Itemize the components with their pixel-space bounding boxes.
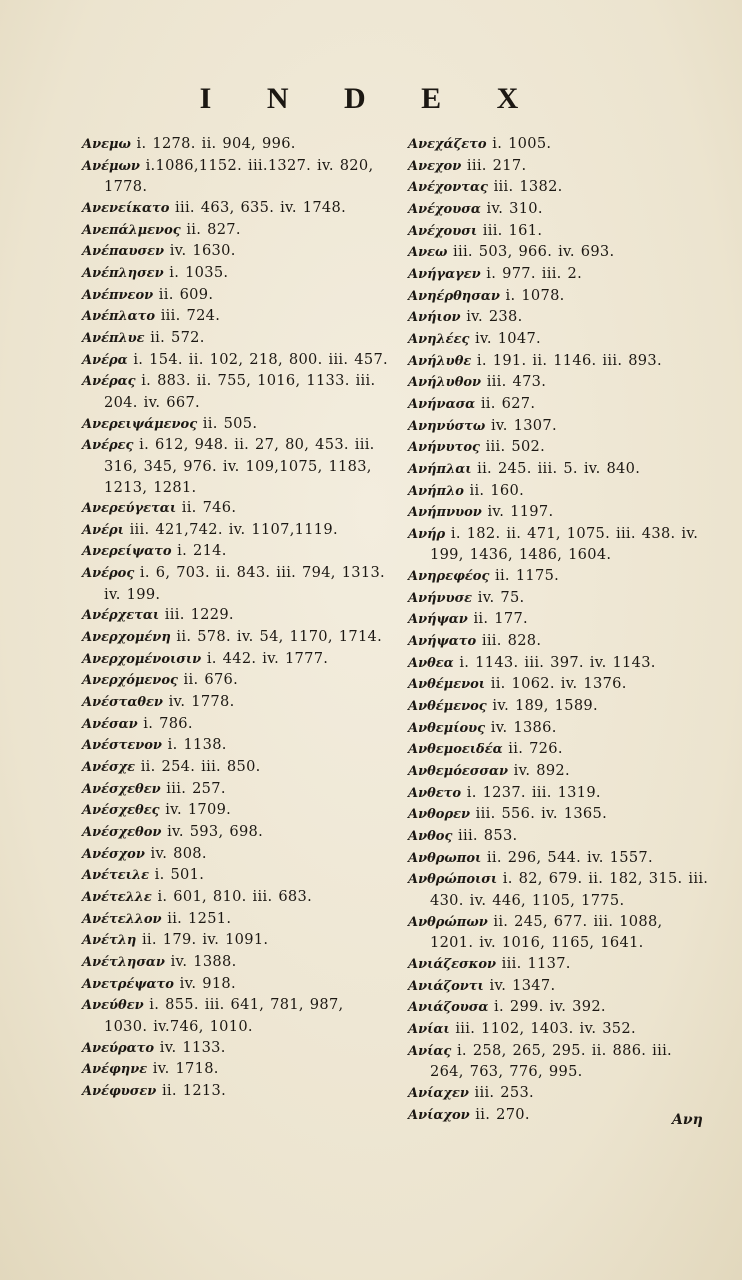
entry-headword: Ανέσχον xyxy=(82,846,145,862)
entry-references: ii. 827. xyxy=(186,220,241,238)
entry-headword: Ανεω xyxy=(408,245,448,261)
entry-headword: Ανήψατο xyxy=(408,634,477,650)
entry-headword: Ανήνυσε xyxy=(408,590,473,606)
entry-headword: Ανηνύστω xyxy=(408,418,486,434)
entry-references: i. 855. iii. 641, 781, 987, 1030. iv.746, 1010. xyxy=(104,996,344,1035)
entry-references: iii. 502. xyxy=(485,438,546,456)
index-entry xyxy=(408,502,710,524)
entry-headword: Ανέτλησαν xyxy=(82,954,165,970)
entry-references: ii. 572. xyxy=(150,328,205,346)
index-entry xyxy=(82,1081,388,1103)
entry-headword: Ανέρος xyxy=(82,566,135,582)
entry-references: iv. 1307. xyxy=(490,416,557,434)
entry-headword: Ανέσταθεν xyxy=(82,695,163,711)
entry-references: iii. 1102, 1403. iv. 352. xyxy=(455,1019,636,1037)
index-entry xyxy=(82,692,388,714)
index-entry xyxy=(408,1041,710,1083)
entry-references: ii. 676. xyxy=(183,671,239,689)
entry-headword: Ανετρέψατο xyxy=(82,976,174,992)
entry-headword: Ανήρ xyxy=(408,526,446,542)
entry-references: ii. 746. xyxy=(181,499,237,517)
entry-headword: Ανέπνεον xyxy=(82,287,154,303)
index-entry xyxy=(82,735,388,757)
entry-references: iv. 1718. xyxy=(152,1060,219,1078)
entry-headword: Ανέρες xyxy=(82,438,134,454)
index-entry xyxy=(82,844,388,866)
entry-headword: Ανιάζουσα xyxy=(408,1000,489,1016)
index-entry xyxy=(82,414,388,436)
index-entry xyxy=(82,285,388,307)
entry-references: iv. 1047. xyxy=(475,329,541,347)
entry-references: iv. 1133. xyxy=(159,1038,226,1056)
entry-references: iv. 1388. xyxy=(170,952,237,970)
entry-headword: Ανήπλαι xyxy=(408,461,472,477)
index-entry xyxy=(82,241,388,263)
index-entry xyxy=(82,1038,388,1060)
entry-references: iv. 1709. xyxy=(165,801,232,819)
entry-headword: Ανερχόμενος xyxy=(82,673,178,689)
entry-references: ii. 245, 677. iii. 1088, 1201. iv. 1016, 1165, 1641. xyxy=(430,912,663,952)
index-entry xyxy=(82,371,388,413)
index-entry xyxy=(408,1019,710,1041)
entry-headword: Ανίας xyxy=(408,1043,452,1059)
entry-headword: Ανήνασα xyxy=(408,396,476,412)
entry-headword: Ανιάζεσκον xyxy=(408,956,497,972)
index-entry xyxy=(408,156,710,178)
entry-headword: Ανερχομένοισιν xyxy=(82,651,202,667)
index-entry xyxy=(408,588,710,610)
entry-headword: Ανέπλατο xyxy=(82,309,156,325)
entry-headword: Ανήγαγεν xyxy=(408,266,481,282)
entry-headword: Ανίαι xyxy=(408,1021,450,1037)
entry-references: ii. 578. iv. 54, 1170, 1714. xyxy=(176,628,383,646)
entry-headword: Ανεύθεν xyxy=(82,998,144,1014)
entry-references: iv. 1197. xyxy=(487,503,554,521)
index-entry xyxy=(82,498,388,520)
entry-references: i. 214. xyxy=(177,542,227,560)
index-entry xyxy=(408,242,710,264)
entry-references: iv. 1347. xyxy=(489,976,556,994)
index-entry xyxy=(82,670,388,692)
index-entry xyxy=(408,264,710,286)
entry-headword: Ανέρας xyxy=(82,374,136,390)
entry-references: iii. 1137. xyxy=(501,954,571,972)
index-entry xyxy=(82,757,388,779)
entry-references: i. 1005. xyxy=(492,135,552,152)
index-entry xyxy=(82,649,388,671)
entry-references: i.1086,1152. iii.1327. iv. 820, 1778. xyxy=(104,156,374,196)
entry-headword: Ανέπαυσεν xyxy=(82,244,165,260)
entry-headword: Ανέσχε xyxy=(82,760,136,776)
entry-references: ii. 505. xyxy=(202,414,258,432)
index-entry xyxy=(408,954,710,976)
entry-headword: Ανέχουσι xyxy=(408,223,478,239)
entry-headword: Ανέτελλε xyxy=(82,889,152,905)
entry-references: i. 442. iv. 1777. xyxy=(206,649,329,667)
entry-headword: Ανέρι xyxy=(82,522,124,538)
entry-headword: Ανενείκατο xyxy=(82,200,170,216)
entry-references: ii. 627. xyxy=(480,394,536,412)
entry-references: i. 883. ii. 755, 1016, 1133. iii. 204. iv. 667. xyxy=(104,372,376,411)
entry-references: i. 1078. xyxy=(505,286,565,304)
index-entry xyxy=(408,459,710,481)
entry-references: ii. 254. iii. 850. xyxy=(140,758,261,776)
index-entry xyxy=(82,714,388,736)
entry-headword: Ανηλέες xyxy=(408,331,470,347)
entry-references: ii. 160. xyxy=(469,481,525,499)
index-entry xyxy=(408,481,710,503)
index-entry xyxy=(82,350,388,372)
index-entry xyxy=(408,329,710,351)
entry-references: iii. 828. xyxy=(481,632,542,650)
index-entry xyxy=(82,1059,388,1081)
index-entry xyxy=(408,761,710,783)
entry-headword: Ανίαχον xyxy=(408,1107,470,1123)
entry-headword: Ανέτελλον xyxy=(82,911,162,927)
index-entry xyxy=(82,435,388,498)
entry-references: i. 1237. iii. 1319. xyxy=(466,783,601,801)
index-entry xyxy=(82,605,388,627)
index-entry xyxy=(408,416,710,438)
entry-headword: Ανεχον xyxy=(408,158,462,174)
entry-headword: Ανέτειλε xyxy=(82,868,149,884)
index-entry xyxy=(408,372,710,394)
entry-references: i. 258, 265, 295. ii. 886. iii. 264, 763, 776, 995. xyxy=(430,1041,672,1081)
index-entry xyxy=(82,952,388,974)
entry-headword: Ανηέρθησαν xyxy=(408,288,500,304)
index-entry xyxy=(82,627,388,649)
entry-references: i. 501. xyxy=(154,866,205,884)
entry-references: ii. 296, 544. iv. 1557. xyxy=(486,848,653,866)
index-entry xyxy=(408,199,710,221)
entry-references: iv. 593, 698. xyxy=(167,823,264,840)
index-entry xyxy=(408,307,710,329)
entry-references: ii. 1175. xyxy=(495,567,560,585)
index-entry xyxy=(82,520,388,542)
entry-references: iii. 1382. xyxy=(493,178,563,196)
entry-headword: Ανεχάζετο xyxy=(408,137,487,152)
index-entry xyxy=(82,134,388,156)
index-entry xyxy=(408,394,710,416)
entry-headword: Ανέσχεθες xyxy=(82,803,160,819)
index-entry xyxy=(408,869,710,911)
entry-headword: Ανήπλο xyxy=(408,483,464,499)
entry-headword: Ανθος xyxy=(408,829,453,844)
entry-references: iv. 189, 1589. xyxy=(492,697,598,715)
index-entry xyxy=(408,976,710,998)
index-entry xyxy=(82,909,388,931)
entry-headword: Ανέμων xyxy=(82,158,140,174)
index-entry xyxy=(82,887,388,909)
entry-headword: Ανήλυθον xyxy=(408,375,482,391)
entry-headword: Ανέρχεται xyxy=(82,608,160,624)
entry-references: i. 601, 810. iii. 683. xyxy=(157,887,313,905)
entry-references: i. 154. ii. 102, 218, 800. iii. 457. xyxy=(133,350,388,368)
index-entry xyxy=(82,800,388,822)
entry-headword: Ανήνυτος xyxy=(408,440,480,456)
index-entry xyxy=(408,221,710,243)
index-entry xyxy=(82,779,388,801)
entry-headword: Ανθορεν xyxy=(408,807,471,823)
entry-headword: Ανήψαν xyxy=(408,612,468,628)
index-entry xyxy=(408,566,710,588)
entry-headword: Ανεύρατο xyxy=(82,1040,155,1056)
entry-headword: Ανέχοντας xyxy=(408,180,488,196)
entry-headword: Ανθεμόεσσαν xyxy=(408,764,508,780)
index-entry xyxy=(408,609,710,631)
index-entry xyxy=(408,912,710,954)
entry-references: iii. 473. xyxy=(486,373,547,391)
entry-references: iv. 918. xyxy=(179,974,236,992)
entry-headword: Ανθέμενος xyxy=(408,699,487,715)
entry-headword: Ανέφυσεν xyxy=(82,1083,157,1099)
entry-headword: Ανηρεφέος xyxy=(408,569,490,585)
index-entry xyxy=(82,541,388,563)
index-entry xyxy=(408,804,710,826)
entry-headword: Ανέπλυε xyxy=(82,330,145,346)
entry-references: i. 612, 948. ii. 27, 80, 453. iii. 316, 345, 976. iv. 109,1075, 1183, 1213, 1281. xyxy=(104,436,375,496)
entry-headword: Ανέστενον xyxy=(82,738,162,754)
entry-headword: Ανθεμίους xyxy=(408,720,486,736)
index-entry xyxy=(82,974,388,996)
entry-references: iv. 310. xyxy=(486,199,543,217)
entry-references: i. 191. ii. 1146. iii. 893. xyxy=(476,351,662,369)
index-entry xyxy=(408,134,710,156)
entry-headword: Ανέσχεθεν xyxy=(82,781,161,797)
index-entry xyxy=(82,563,388,605)
index-entry xyxy=(408,696,710,718)
entry-references: iii. 257. xyxy=(166,779,226,797)
index-entry xyxy=(82,865,388,887)
entry-headword: Ανθρώποισι xyxy=(408,872,498,888)
page-title: I N D E X xyxy=(199,82,543,115)
index-entry xyxy=(82,220,388,242)
entry-headword: Ανθρωποι xyxy=(408,850,482,866)
entry-headword: Ανερχομένη xyxy=(82,630,171,646)
entry-headword: Ανέπλησεν xyxy=(82,265,164,281)
entry-headword: Ανθέμενοι xyxy=(408,677,486,693)
entry-references: ii. 177. xyxy=(473,610,528,628)
entry-headword: Ανήιον xyxy=(408,310,461,326)
entry-headword: Ανέφηνε xyxy=(82,1062,148,1078)
entry-headword: Ανιάζοντι xyxy=(408,978,484,994)
entry-headword: Ανήλυθε xyxy=(408,353,472,369)
index-entry xyxy=(408,1083,710,1105)
index-entry xyxy=(82,822,388,844)
index-entry xyxy=(408,351,710,373)
entry-references: iv. 75. xyxy=(477,588,525,606)
entry-headword: Ανεπάλμενος xyxy=(82,222,181,238)
index-entry xyxy=(408,286,710,308)
entry-references: iii. 503, 966. iv. 693. xyxy=(453,243,615,261)
entry-references: i. 1143. iii. 397. iv. 1143. xyxy=(459,653,656,671)
index-entry xyxy=(408,524,710,566)
entry-headword: Ανέτλη xyxy=(82,933,137,949)
entry-references: iii. 253. xyxy=(474,1083,534,1101)
index-entry xyxy=(408,783,710,805)
entry-references: i. 977. iii. 2. xyxy=(486,264,583,282)
left-column xyxy=(82,134,388,1103)
entry-references: iii. 724. xyxy=(160,307,221,325)
entry-references: ii. 1251. xyxy=(167,909,232,927)
entry-references: iii. 556. iv. 1365. xyxy=(475,805,608,823)
entry-headword: Ανήπνυον xyxy=(408,505,482,521)
entry-headword: Ανερείψατο xyxy=(82,544,172,560)
entry-references: ii. 245. iii. 5. iv. 840. xyxy=(477,459,641,477)
entry-references: iii. 1229. xyxy=(164,606,234,624)
entry-headword: Ανθεμοειδέα xyxy=(408,742,503,758)
entry-headword: Ανθρώπων xyxy=(408,914,488,930)
index-entry xyxy=(408,1105,710,1127)
entry-references: iv. 238. xyxy=(466,308,523,326)
entry-references: iv. 1630. xyxy=(169,242,236,260)
index-entry xyxy=(408,653,710,675)
entry-headword: Ανέχουσα xyxy=(408,201,481,217)
entry-headword: Ανέσχεθον xyxy=(82,825,162,840)
entry-references: ii. 270. xyxy=(475,1105,530,1123)
entry-references: ii. 726. xyxy=(508,740,563,758)
entry-references: ii. 1213. xyxy=(161,1081,227,1099)
index-entry xyxy=(408,718,710,740)
entry-references: ii. 609. xyxy=(158,285,214,303)
index-entry xyxy=(408,826,710,848)
index-entry xyxy=(408,848,710,870)
entry-references: iii. 217. xyxy=(466,156,527,174)
catchword: Ανη xyxy=(672,1112,703,1128)
entry-references: i. 182. ii. 471, 1075. iii. 438. iv. 199, 1436, 1486, 1604. xyxy=(430,524,699,564)
index-entry xyxy=(82,263,388,285)
entry-headword: Ανεμω xyxy=(82,137,131,152)
index-entry xyxy=(82,995,388,1037)
entry-headword: Ανθεα xyxy=(408,655,454,671)
entry-headword: Ανερεύγεται xyxy=(82,501,177,517)
index-entry xyxy=(408,739,710,761)
index-entry xyxy=(408,437,710,459)
entry-references: iii. 421,742. iv. 1107,1119. xyxy=(129,520,338,538)
index-entry xyxy=(408,997,710,1019)
index-entry xyxy=(408,674,710,696)
entry-references: iii. 853. xyxy=(458,827,518,844)
entry-references: i. 786. xyxy=(143,714,193,732)
index-entry xyxy=(82,198,388,220)
entry-references: ii. 1062. iv. 1376. xyxy=(490,675,627,693)
entry-headword: Ανέρα xyxy=(82,352,128,368)
index-entry xyxy=(408,177,710,199)
entry-references: ii. 179. iv. 1091. xyxy=(141,931,269,949)
entry-references: i. 82, 679. ii. 182, 315. iii. 430. iv. 446, 1105, 1775. xyxy=(430,870,709,909)
entry-references: iii. 161. xyxy=(482,221,543,239)
entry-references: i. 6, 703. ii. 843. iii. 794, 1313. iv. 199. xyxy=(104,564,385,603)
right-column xyxy=(408,134,710,1126)
index-entry xyxy=(82,306,388,328)
index-entry xyxy=(408,631,710,653)
index-entry xyxy=(82,328,388,350)
index-entry xyxy=(82,156,388,198)
entry-references: iv. 808. xyxy=(150,844,207,862)
entry-headword: Ανερειψάμενος xyxy=(82,416,198,432)
entry-headword: Ανέσαν xyxy=(82,716,138,732)
entry-references: i. 1035. xyxy=(169,263,229,281)
entry-references: iii. 463, 635. iv. 1748. xyxy=(175,198,347,216)
entry-headword: Ανίαχεν xyxy=(408,1085,469,1101)
entry-references: i. 1278. ii. 904, 996. xyxy=(136,135,296,152)
entry-references: i. 1138. xyxy=(167,736,227,754)
entry-references: i. 299. iv. 392. xyxy=(494,998,606,1016)
index-entry xyxy=(82,930,388,952)
entry-references: iv. 892. xyxy=(513,762,570,780)
entry-references: iv. 1386. xyxy=(490,718,557,736)
entry-references: iv. 1778. xyxy=(168,693,235,711)
entry-headword: Ανθετο xyxy=(408,785,462,801)
